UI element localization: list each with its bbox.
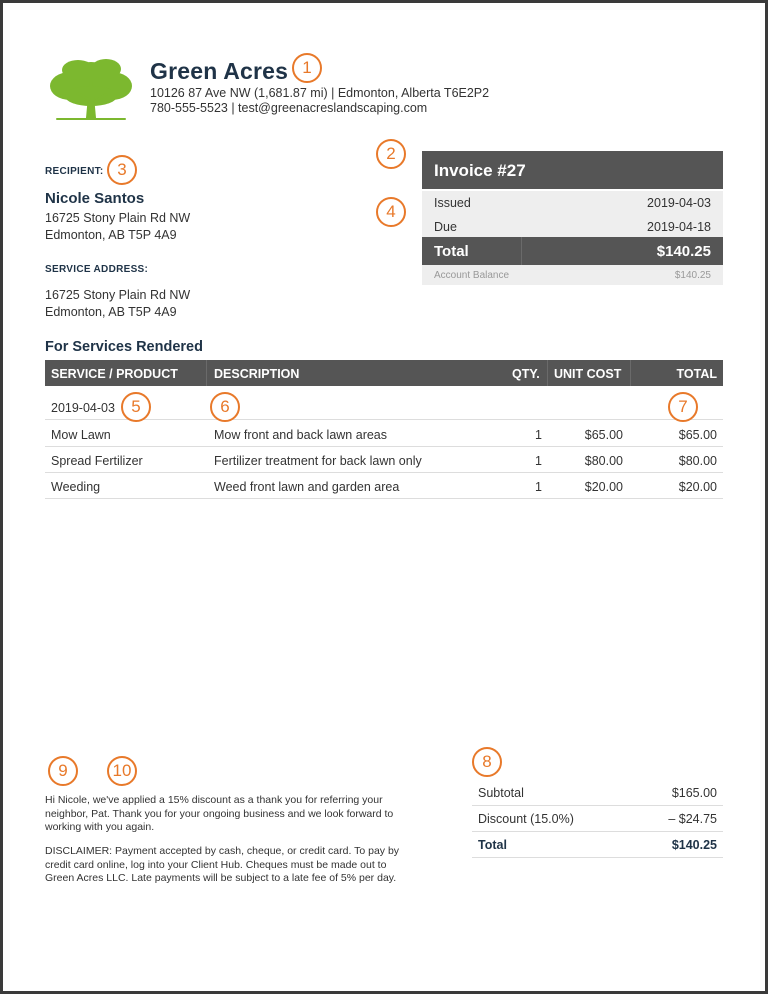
client-message: Hi Nicole, we've applied a 15% discount as a thank you for referring your neighbor, Pat. Thank you for your ongoing business and we look forward to working with you again. [45,794,394,833]
service-date: 2019-04-03 [51,401,115,415]
tree-logo-icon [48,56,134,126]
section-title: For Services Rendered [45,339,203,355]
item-service: Spread Fertilizer [51,454,143,468]
service-address-line-2: Edmonton, AB T5P 4A9 [45,305,177,319]
item-total: $20.00 [678,480,717,494]
issued-label: Issued [434,196,471,210]
due-date: 2019-04-18 [647,220,711,234]
item-total: $65.00 [678,428,717,442]
callout-marker-10: 10 [107,756,137,786]
table-row [45,421,723,447]
account-balance-row [422,265,723,285]
recipient-address-line-2: Edmonton, AB T5P 4A9 [45,228,177,242]
item-unit-cost: $80.00 [584,454,623,468]
summary-total-row [472,832,723,858]
company-contact: 780-555-5523 | test@greenacreslandscaping.com [150,101,428,115]
subtotal-label: Subtotal [478,785,524,800]
invoice-title: Invoice #27 [422,151,723,189]
divider [206,360,207,386]
callout-marker-7: 7 [668,392,698,422]
item-qty: 1 [535,480,542,494]
divider [521,237,522,265]
col-header-qty: QTY. [512,367,540,381]
callout-marker-1: 1 [292,53,322,83]
col-header-service: SERVICE / PRODUCT [51,367,178,381]
summary-total-label: Total [478,837,507,852]
invoice-total-row [422,237,723,265]
discount-row [472,806,723,832]
item-description: Mow front and back lawn areas [214,428,388,442]
invoice-total-label: Total [434,242,469,260]
recipient-address-line-1: 16725 Stony Plain Rd NW [45,211,191,225]
col-header-description: DESCRIPTION [214,367,300,381]
company-name: Green Acres [150,58,289,84]
table-row [45,473,723,499]
item-total: $80.00 [678,454,717,468]
invoice-due-row [422,215,723,239]
item-description: Weed front lawn and garden area [214,480,400,494]
due-label: Due [434,220,457,234]
callout-marker-6: 6 [210,392,240,422]
item-service: Weeding [51,480,101,494]
account-balance-value: $140.25 [674,269,711,281]
callout-marker-2: 2 [376,139,406,169]
invoice-issued-row [422,191,723,215]
recipient-label: RECIPIENT: [45,166,104,177]
subtotal-row [472,780,723,806]
item-unit-cost: $20.00 [584,480,623,494]
callout-marker-5: 5 [121,392,151,422]
service-address-line-1: 16725 Stony Plain Rd NW [45,288,191,302]
disclaimer-text: DISCLAIMER: Payment accepted by cash, cheque, or credit card. To pay by credit card online, log into your Client Hub. Cheques must be made out to Green Acres LLC. Late payments will be subject to a late fee of 5% per day. [45,845,400,884]
col-header-unit-cost: UNIT COST [554,367,622,381]
item-description: Fertilizer treatment for back lawn only [214,454,422,468]
account-balance-label: Account Balance [434,269,510,281]
discount-label: Discount (15.0%) [478,811,574,826]
issued-date: 2019-04-03 [647,196,711,210]
callout-marker-3: 3 [107,155,137,185]
subtotal-value: $165.00 [671,785,717,800]
col-header-total: TOTAL [676,367,717,381]
item-service: Mow Lawn [51,428,111,442]
discount-value: – $24.75 [668,811,717,826]
callout-marker-8: 8 [472,747,502,777]
service-address-label: SERVICE ADDRESS: [45,264,149,275]
item-qty: 1 [535,454,542,468]
company-address: 10126 87 Ave NW (1,681.87 mi) | Edmonton, Alberta T6E2P2 [150,86,490,100]
table-row [45,447,723,473]
invoice-total-value: $140.25 [656,242,711,260]
divider [630,360,631,386]
line-items-table-header [45,360,723,386]
divider [547,360,548,386]
summary-total-value: $140.25 [671,837,717,852]
callout-marker-9: 9 [48,756,78,786]
item-unit-cost: $65.00 [584,428,623,442]
item-qty: 1 [535,428,542,442]
callout-marker-4: 4 [376,197,406,227]
recipient-name: Nicole Santos [45,190,145,207]
